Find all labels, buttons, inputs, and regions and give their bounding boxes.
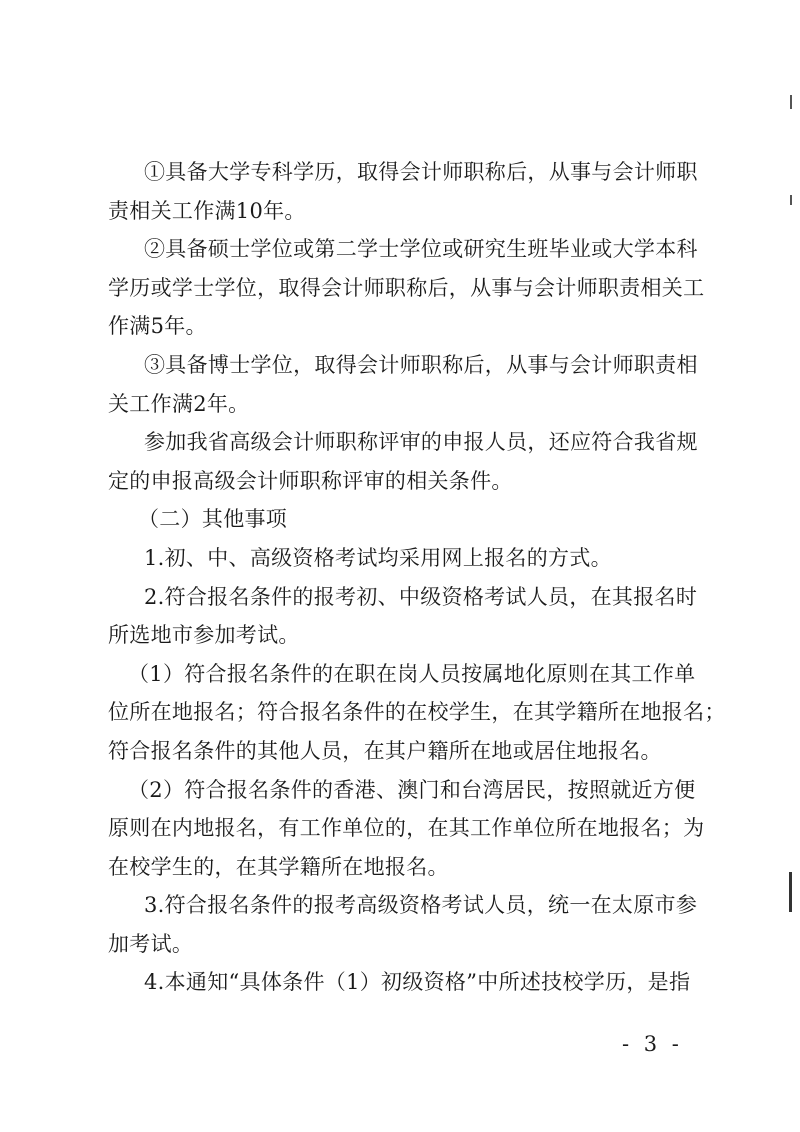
paragraph-line: 责相关工作满10年。 (108, 198, 306, 223)
paragraph-line: 所选地市参加考试。 (108, 623, 300, 648)
paragraph-line: ③具备博士学位，取得会计师职称后，从事与会计师职责相 (144, 352, 698, 377)
paragraph-line: 位所在地报名；符合报名条件的在校学生，在其学籍所在地报名； (108, 700, 726, 725)
paragraph-line: ①具备大学专科学历，取得会计师职称后，从事与会计师职 (144, 160, 698, 184)
paragraph-line: 作满5年。 (108, 314, 207, 339)
scan-artifact (790, 195, 792, 205)
scan-artifact (789, 872, 792, 912)
paragraph-line: 关工作满2年。 (108, 391, 250, 416)
paragraph-line: 参加我省高级会计师职称评审的申报人员，还应符合我省规 (144, 430, 698, 455)
paragraph-line: 3.符合报名条件的报考高级资格考试人员，统一在太原市参 (144, 893, 698, 918)
paragraph-line: 符合报名条件的其他人员，在其户籍所在地或居住地报名。 (108, 738, 662, 763)
paragraph-line: 定的申报高级会计师职称评审的相关条件。 (108, 468, 513, 493)
paragraph-line: 4.本通知“具体条件（1）初级资格”中所述技校学历，是指 (144, 970, 691, 995)
paragraph-line: （2）符合报名条件的香港、澳门和台湾居民，按照就近方便 (128, 777, 696, 802)
section-heading: （二）其他事项 (138, 507, 288, 532)
paragraph-line: 在校学生的，在其学籍所在地报名。 (108, 854, 449, 879)
scan-artifact (790, 95, 792, 109)
paragraph-line: 学历或学士学位，取得会计师职称后，从事与会计师职责相关工 (108, 275, 705, 300)
document-body (108, 153, 726, 1002)
paragraph-line: 加考试。 (108, 931, 194, 956)
paragraph-line: 2.符合报名条件的报考初、中级资格考试人员，在其报名时 (144, 584, 698, 609)
paragraph-line: ②具备硕士学位或第二学士学位或研究生班毕业或大学本科 (144, 237, 698, 262)
paragraph-line: （1）符合报名条件的在职在岗人员按属地化原则在其工作单 (128, 661, 696, 686)
paragraph-line: 1.初、中、高级资格考试均采用网上报名的方式。 (144, 545, 612, 570)
paragraph-line: 原则在内地报名，有工作单位的，在其工作单位所在地报名；为 (108, 816, 705, 841)
page-number: - 3 - (622, 1032, 683, 1056)
